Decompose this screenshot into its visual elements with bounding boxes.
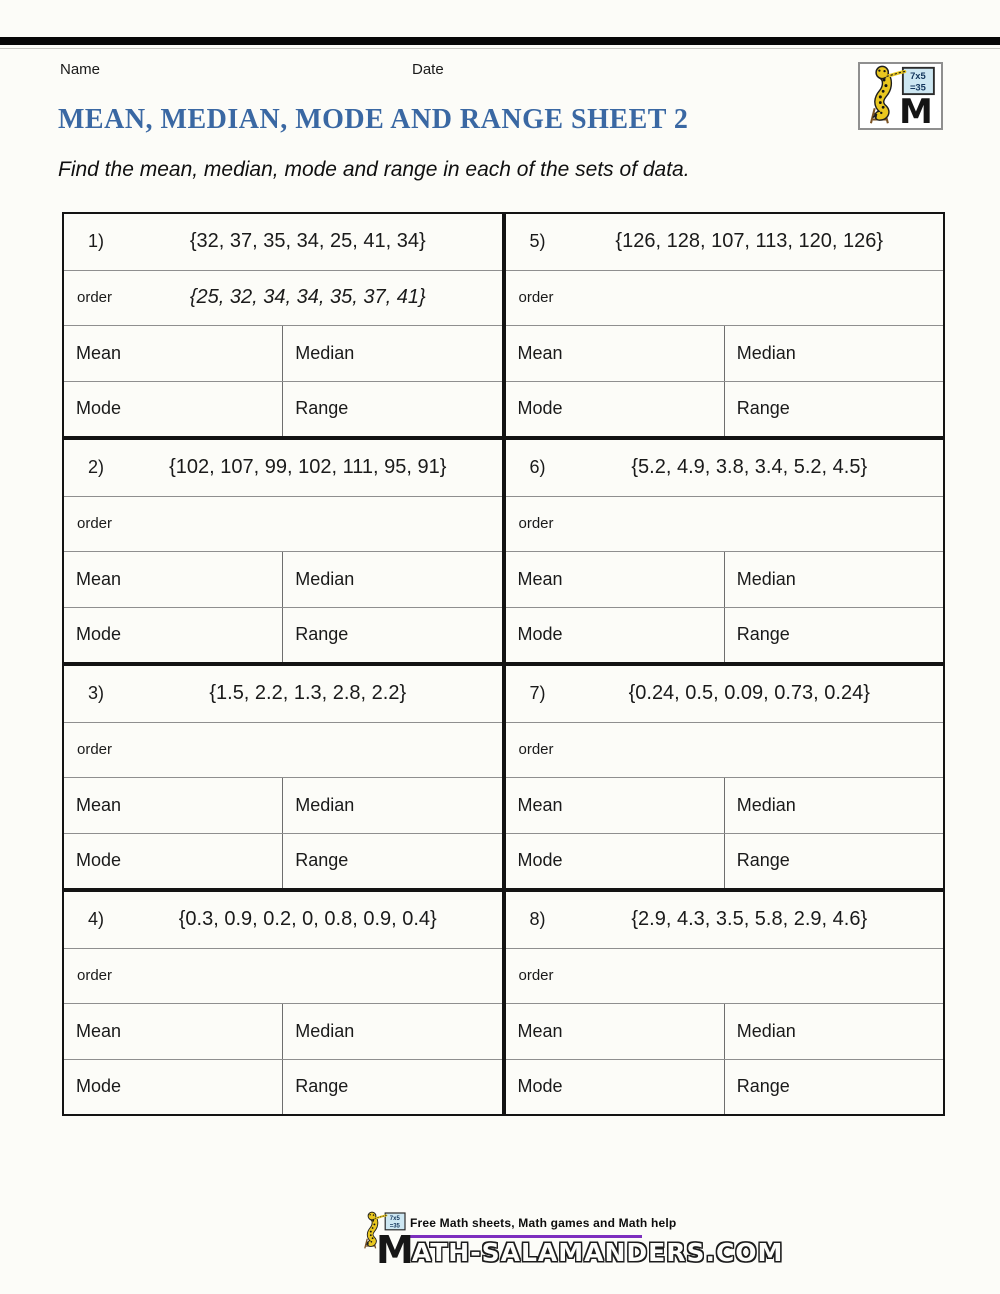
mode-range-row (64, 833, 502, 889)
mode-cell (506, 608, 724, 663)
order-label: order (77, 515, 113, 533)
range-label: Range (736, 624, 790, 645)
range-label: Range (295, 624, 349, 645)
order-row (506, 496, 944, 552)
problem-number: 3) (88, 683, 105, 704)
page-title: MEAN, MEDIAN, MODE AND RANGE SHEET 2 (58, 104, 689, 135)
mode-range-row (506, 381, 944, 437)
instruction-text: Find the mean, median, mode and range in each of the sets of data. (58, 158, 690, 181)
problem-number: 4) (88, 909, 105, 930)
mean-median-row (506, 1003, 944, 1059)
mean-label: Mean (517, 342, 563, 363)
mode-range-row (64, 1059, 502, 1115)
problem-number: 1) (88, 231, 105, 252)
range-cell (724, 1060, 943, 1115)
name-label: Name (60, 61, 101, 78)
range-cell (724, 608, 943, 663)
order-label: order (77, 289, 113, 307)
data-set: {0.24, 0.5, 0.09, 0.73, 0.24} (628, 682, 870, 705)
problem-block-1 (62, 212, 504, 438)
problem-number: 6) (529, 457, 546, 478)
order-row (506, 270, 944, 326)
median-label: Median (295, 794, 355, 815)
data-set-row (506, 892, 944, 948)
mean-cell (506, 552, 724, 607)
mode-label: Mode (517, 850, 563, 871)
mode-label: Mode (76, 398, 122, 419)
median-cell (282, 326, 501, 381)
mean-median-row (506, 777, 944, 833)
top-rule (0, 37, 1000, 45)
wordmark-text: ATH-SALAMANDERS.COM (411, 1238, 784, 1267)
mode-label: Mode (517, 398, 563, 419)
mode-cell (64, 608, 282, 663)
mode-range-row (64, 607, 502, 663)
mean-label: Mean (76, 1020, 122, 1041)
range-label: Range (736, 850, 790, 871)
mode-label: Mode (517, 1076, 563, 1097)
problem-block-5 (504, 212, 946, 438)
range-label: Range (295, 398, 349, 419)
mean-cell (506, 326, 724, 381)
range-label: Range (736, 1076, 790, 1097)
mean-label: Mean (76, 568, 122, 589)
mode-range-row (506, 1059, 944, 1115)
mode-range-row (506, 833, 944, 889)
data-set: {126, 128, 107, 113, 120, 126} (615, 230, 884, 253)
mean-median-row (64, 551, 502, 607)
problem-block-3 (62, 664, 504, 890)
mean-median-row (64, 1003, 502, 1059)
worksheet-table (62, 212, 945, 1116)
median-cell (282, 778, 501, 833)
data-set: {0.3, 0.9, 0.2, 0, 0.8, 0.9, 0.4} (178, 908, 437, 931)
data-set: {1.5, 2.2, 1.3, 2.8, 2.2} (209, 682, 407, 705)
mode-label: Mode (517, 624, 563, 645)
mean-median-row (64, 777, 502, 833)
mean-label: Mean (76, 342, 122, 363)
median-cell (282, 1004, 501, 1059)
data-set-row (506, 666, 944, 722)
problem-number: 7) (529, 683, 546, 704)
order-row (64, 496, 502, 552)
mean-cell (64, 778, 282, 833)
mode-range-row (506, 607, 944, 663)
median-label: Median (736, 794, 796, 815)
mode-cell (64, 834, 282, 889)
order-row (64, 948, 502, 1004)
problem-block-2 (62, 438, 504, 664)
range-cell (282, 382, 501, 437)
problem-block-8 (504, 890, 946, 1116)
median-cell (282, 552, 501, 607)
mean-label: Mean (517, 568, 563, 589)
order-label: order (518, 741, 554, 759)
data-set-row (64, 892, 502, 948)
mode-cell (506, 834, 724, 889)
order-label: order (77, 741, 113, 759)
mean-median-row (506, 551, 944, 607)
mean-label: Mean (517, 794, 563, 815)
mean-cell (64, 326, 282, 381)
mean-median-row (64, 325, 502, 381)
range-cell (282, 608, 501, 663)
order-value: {25, 32, 34, 34, 35, 37, 41} (189, 286, 426, 309)
median-label: Median (295, 1020, 355, 1041)
mean-median-row (506, 325, 944, 381)
problem-number: 2) (88, 457, 105, 478)
range-cell (724, 834, 943, 889)
order-label: order (518, 515, 554, 533)
range-label: Range (736, 398, 790, 419)
median-cell (724, 778, 943, 833)
median-label: Median (736, 1020, 796, 1041)
data-set: {102, 107, 99, 102, 111, 95, 91} (169, 456, 447, 479)
date-label: Date (412, 61, 444, 78)
order-row (64, 722, 502, 778)
data-set-row (64, 666, 502, 722)
mode-cell (64, 382, 282, 437)
mode-range-row (64, 381, 502, 437)
mode-cell (64, 1060, 282, 1115)
median-label: Median (736, 342, 796, 363)
problem-number: 8) (529, 909, 546, 930)
problem-block-7 (504, 664, 946, 890)
mode-label: Mode (76, 850, 122, 871)
mode-label: Mode (76, 624, 122, 645)
order-row (64, 270, 502, 326)
logo-m-letter: M (898, 92, 933, 127)
median-cell (724, 1004, 943, 1059)
median-cell (724, 552, 943, 607)
mean-label: Mean (517, 1020, 563, 1041)
footer-wordmark (376, 1228, 784, 1272)
data-set: {5.2, 4.9, 3.8, 3.4, 5.2, 4.5} (631, 456, 868, 479)
data-set-row (64, 440, 502, 496)
median-label: Median (295, 342, 355, 363)
median-cell (724, 326, 943, 381)
order-row (506, 722, 944, 778)
mode-cell (506, 1060, 724, 1115)
mode-cell (506, 382, 724, 437)
footer-tagline: Free Math sheets, Math games and Math help (410, 1216, 677, 1230)
median-label: Median (295, 568, 355, 589)
mean-cell (64, 552, 282, 607)
range-cell (282, 1060, 501, 1115)
mean-cell (506, 778, 724, 833)
order-label: order (77, 967, 113, 985)
data-set: {2.9, 4.3, 3.5, 5.8, 2.9, 4.6} (631, 908, 868, 931)
problem-number: 5) (529, 231, 546, 252)
data-set-row (64, 214, 502, 270)
median-label: Median (736, 568, 796, 589)
mean-cell (506, 1004, 724, 1059)
mean-label: Mean (76, 794, 122, 815)
range-cell (282, 834, 501, 889)
data-set-row (506, 440, 944, 496)
data-set-row (506, 214, 944, 270)
wordmark-m-letter: M (376, 1228, 412, 1272)
order-label: order (518, 289, 554, 307)
problem-block-6 (504, 438, 946, 664)
order-row (506, 948, 944, 1004)
problem-block-4 (62, 890, 504, 1116)
data-set: {32, 37, 35, 34, 25, 41, 34} (189, 230, 426, 253)
header-logo (858, 62, 943, 130)
range-label: Range (295, 850, 349, 871)
top-rule-shadow (0, 48, 1000, 49)
order-label: order (518, 967, 554, 985)
range-label: Range (295, 1076, 349, 1097)
mean-cell (64, 1004, 282, 1059)
range-cell (724, 382, 943, 437)
mode-label: Mode (76, 1076, 122, 1097)
